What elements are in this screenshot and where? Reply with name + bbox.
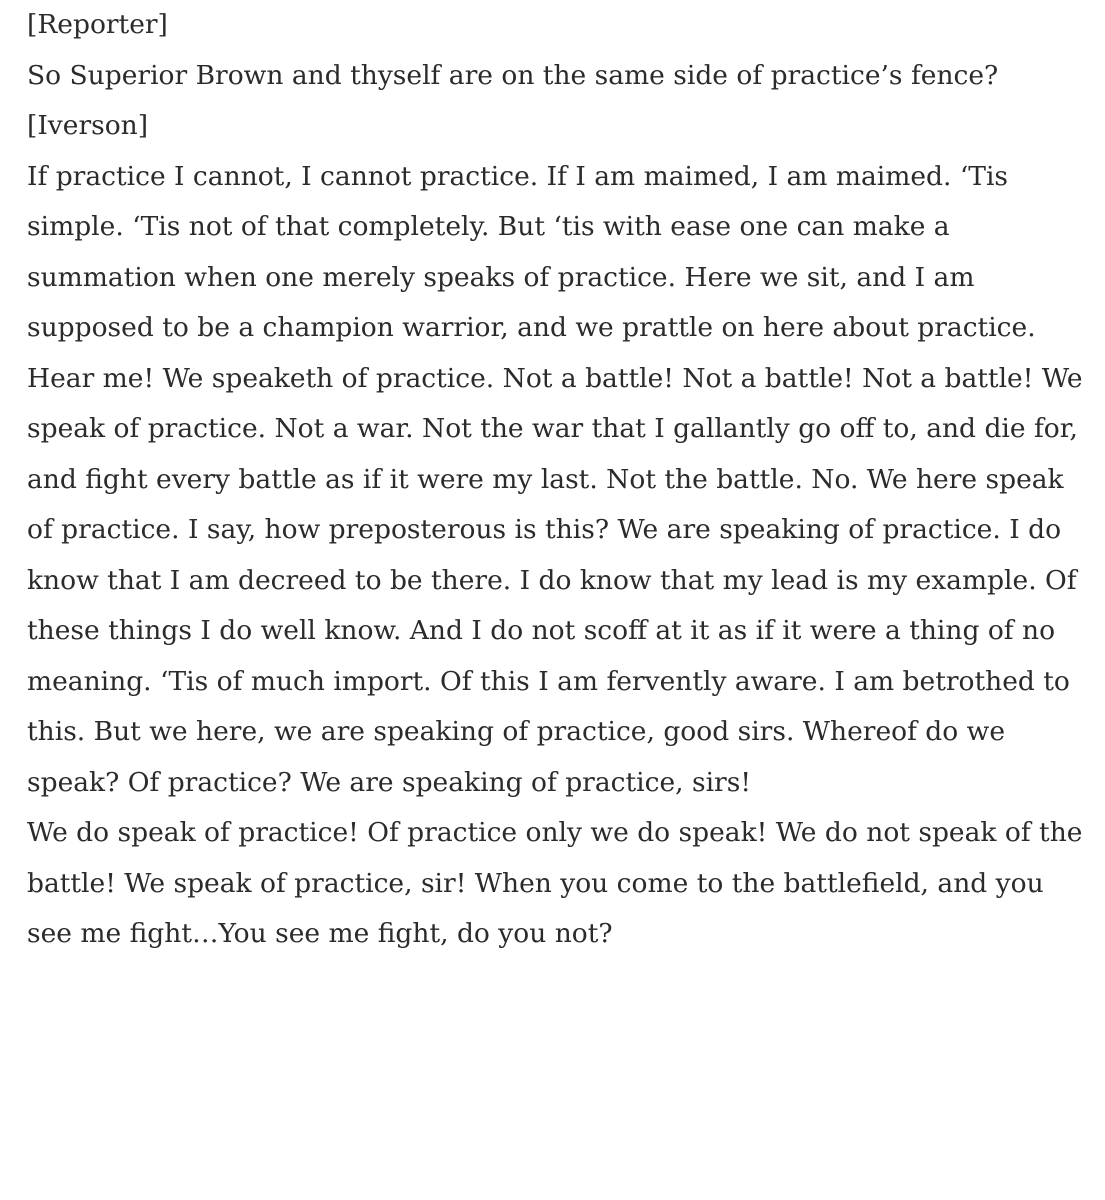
- speaker-label-reporter: [Reporter]: [27, 9, 168, 40]
- reporter-question: So Superior Brown and thyself are on the same side of practice’s fence?: [27, 59, 999, 91]
- iverson-answer-paragraph-2: We do speak of practice! Of practice only we do speak! We do not speak of the battle! We speak of practice, sir! When you come to the battlefield, and you see me fight…You see me fight, do you not?: [27, 817, 1083, 949]
- iverson-answer-paragraph-1: If practice I cannot, I cannot practice. If I am maimed, I am maimed. ‘Tis simple. ‘Tis not of that completely. But ‘tis with ease one can make a summation when one merely speaks of practice. Here we sit, and I am supposed to be a champion warrior, and we prattle on here about practice. Hear me! We speaketh of practice. Not a battle! Not a battle! Not a battle! We speak of practice. Not a war. Not the war that I gallantly go off to, and die for, and fight every battle as if it were my last. Not the battle. No. We here speak of practice. I say, how preposterous is this? We are speaking of practice. I do know that I am decreed to be there. I do know that my lead is my example. Of these things I do well know. And I do not scoff at it as if it were a thing of no meaning. ‘Tis of much import. Of this I am fervently aware. I am betrothed to this. But we here, we are speaking of practice, good sirs. Whereof do we speak? Of practice? We are speaking of practice, sirs!: [27, 160, 1083, 798]
- transcript-article: [27, 0, 1095, 960]
- speaker-label-iverson: [Iverson]: [27, 110, 149, 141]
